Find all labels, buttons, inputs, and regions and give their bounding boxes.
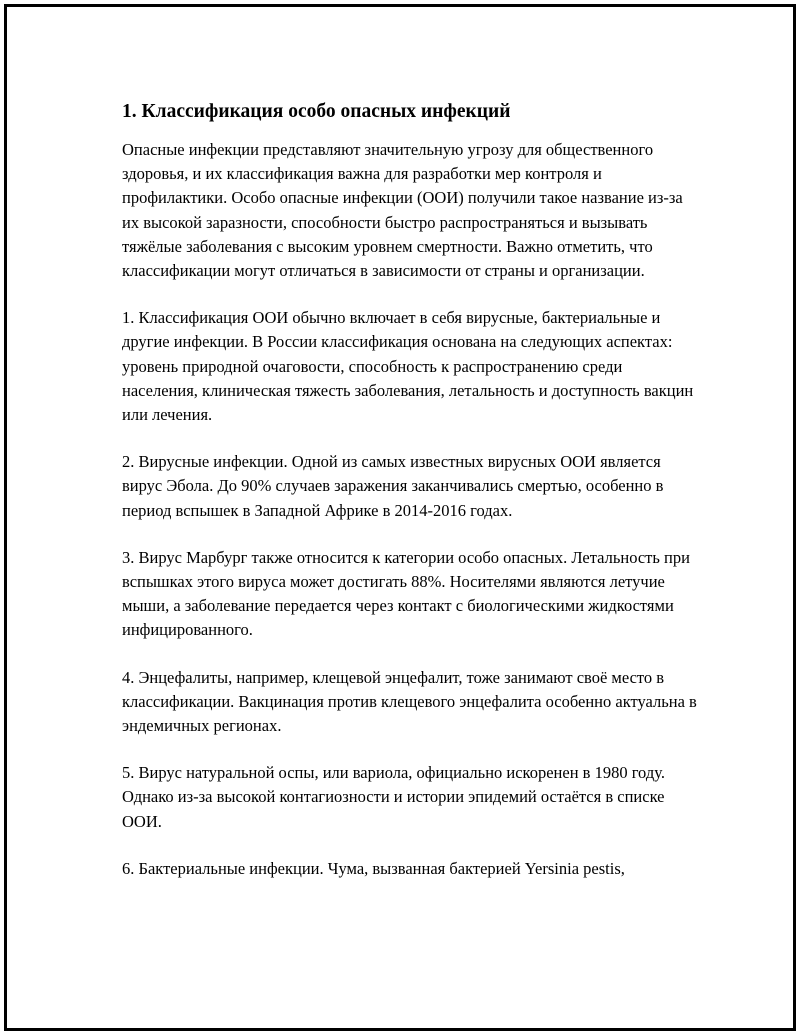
paragraph-item-4: 4. Энцефалиты, например, клещевой энцефалит, тоже занимают своё место в классификации. Вакцинация против клещевого энцефалита особенно актуальна в эндемичных регионах. bbox=[122, 667, 697, 736]
document-body bbox=[122, 100, 702, 904]
paragraph-item-5: 5. Вирус натуральной оспы, или вариола, официально искоренен в 1980 году. Однако из-за высокой контагиозности и истории эпидемий остаётся в списке ООИ. bbox=[122, 763, 665, 831]
paragraph-item-3: 3. Вирус Марбург также относится к категории особо опасных. Летальность при вспышках этого вируса может достигать 88%. Носителями являются летучие мыши, а заболевание передается через контакт с биологическими жидкостями инфицированного. bbox=[122, 547, 690, 640]
intro-paragraph: Опасные инфекции представляют значительную угрозу для общественного здоровья, и их классификация важна для разработки мер контроля и профилактики. Особо опасные инфекции (ООИ) получили такое название из-за их высокой заразности, способности быстро распространяться и вызывать тяжёлые заболевания с высоким уровнем смертности. Важно отметить, что классификации могут отличаться в зависимости от страны и организации. bbox=[122, 140, 683, 281]
paragraph-item-6: 6. Бактериальные инфекции. Чума, вызванная бактерией Yersinia pestis, bbox=[122, 858, 625, 878]
paragraph-item-2: 2. Вирусные инфекции. Одной из самых известных вирусных ООИ является вирус Эбола. До 90% случаев заражения заканчивались смертью, особенно в период вспышек в Западной Африке в 2014-2016 годах. bbox=[122, 452, 664, 520]
page-frame bbox=[4, 4, 796, 1031]
paragraph-item-1: 1. Классификация ООИ обычно включает в себя вирусные, бактериальные и другие инфекции. В России классификация основана на следующих аспектах: уровень природной очаговости, способность к распространению среди населения, клиническая тяжесть заболевания, летальность и доступность вакцин или лечения. bbox=[122, 308, 694, 425]
section-heading: 1. Классификация особо опасных инфекций bbox=[122, 101, 511, 122]
